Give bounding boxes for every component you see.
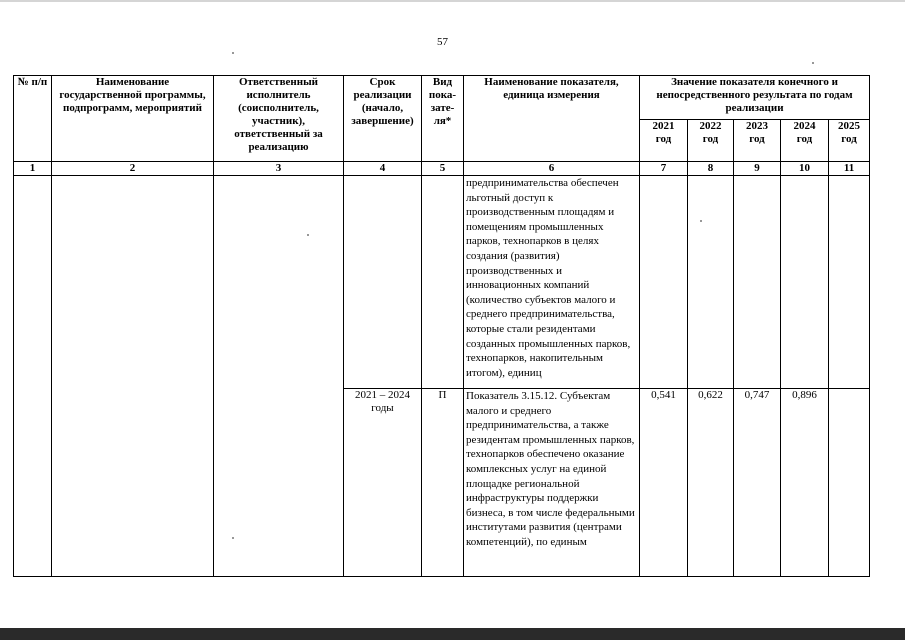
cell-program-name	[52, 176, 214, 577]
column-number: 9	[734, 162, 781, 176]
cell-num	[14, 176, 52, 577]
header-num: № п/п	[14, 76, 52, 162]
table-row	[14, 176, 870, 389]
cell-value-2021	[640, 176, 688, 389]
cell-term: 2021 – 2024 годы	[344, 389, 422, 577]
header-year-2023: 2023 год	[734, 120, 781, 162]
scan-edge-top	[0, 0, 905, 2]
column-number-row	[14, 162, 870, 176]
column-number: 6	[464, 162, 640, 176]
cell-indicator-type: П	[422, 389, 464, 577]
column-number: 2	[52, 162, 214, 176]
column-number: 11	[829, 162, 870, 176]
cell-value-2022	[688, 176, 734, 389]
cell-value-2024	[781, 176, 829, 389]
cell-value-2024: 0,896	[781, 389, 829, 577]
cell-value-2022: 0,622	[688, 389, 734, 577]
header-year-2022: 2022 год	[688, 120, 734, 162]
header-year-2025: 2025 год	[829, 120, 870, 162]
scan-speck	[232, 52, 234, 54]
header-indicator-type: Вид пока- зате- ля*	[422, 76, 464, 162]
cell-indicator-name: Показатель 3.15.12. Субъектам малого и среднего предпринимательства, а также резидентам промышленных парков, технопарков обеспечено оказание комплексных услуг на единой площадке региональной инфраструктуры поддержки бизнеса, в том числе федеральными институтами развития (центрами компетенций), по единым	[464, 389, 640, 577]
scan-speck	[307, 234, 309, 236]
scan-speck	[700, 220, 702, 222]
header-year-2021: 2021 год	[640, 120, 688, 162]
indicator-table	[13, 75, 870, 577]
header-year-2024: 2024 год	[781, 120, 829, 162]
header-program-name: Наименование государственной программы, подпрограмм, мероприятий	[52, 76, 214, 162]
cell-executor	[214, 176, 344, 577]
column-number: 10	[781, 162, 829, 176]
scan-edge-bottom	[0, 628, 905, 640]
cell-term	[344, 176, 422, 389]
cell-value-2025	[829, 389, 870, 577]
column-number: 7	[640, 162, 688, 176]
scan-speck	[232, 537, 234, 539]
column-number: 3	[214, 162, 344, 176]
column-number: 8	[688, 162, 734, 176]
cell-indicator-type	[422, 176, 464, 389]
cell-indicator-name: предпринимательства обеспечен льготный доступ к производственным площадям и помещениям промышленных парков, технопарков в целях создания (развития) производственных и инновационных компаний (количество субъектов малого и среднего предпринимательства, которые стали резидентами созданных промышленных парков, технопарков, накопительным итогом), единиц	[464, 176, 640, 389]
cell-value-2021: 0,541	[640, 389, 688, 577]
page-number: 57	[437, 36, 448, 48]
column-number: 4	[344, 162, 422, 176]
header-term: Срок реализации (начало, завершение)	[344, 76, 422, 162]
header-values-group: Значение показателя конечного и непосредственного результата по годам реализации	[640, 76, 870, 120]
cell-value-2025	[829, 176, 870, 389]
column-number: 1	[14, 162, 52, 176]
column-number: 5	[422, 162, 464, 176]
header-executor: Ответственный исполнитель (соисполнитель, участник), ответственный за реализацию	[214, 76, 344, 162]
cell-value-2023: 0,747	[734, 389, 781, 577]
cell-value-2023	[734, 176, 781, 389]
header-indicator-name: Наименование показателя, единица измерения	[464, 76, 640, 162]
scan-speck	[812, 62, 814, 64]
